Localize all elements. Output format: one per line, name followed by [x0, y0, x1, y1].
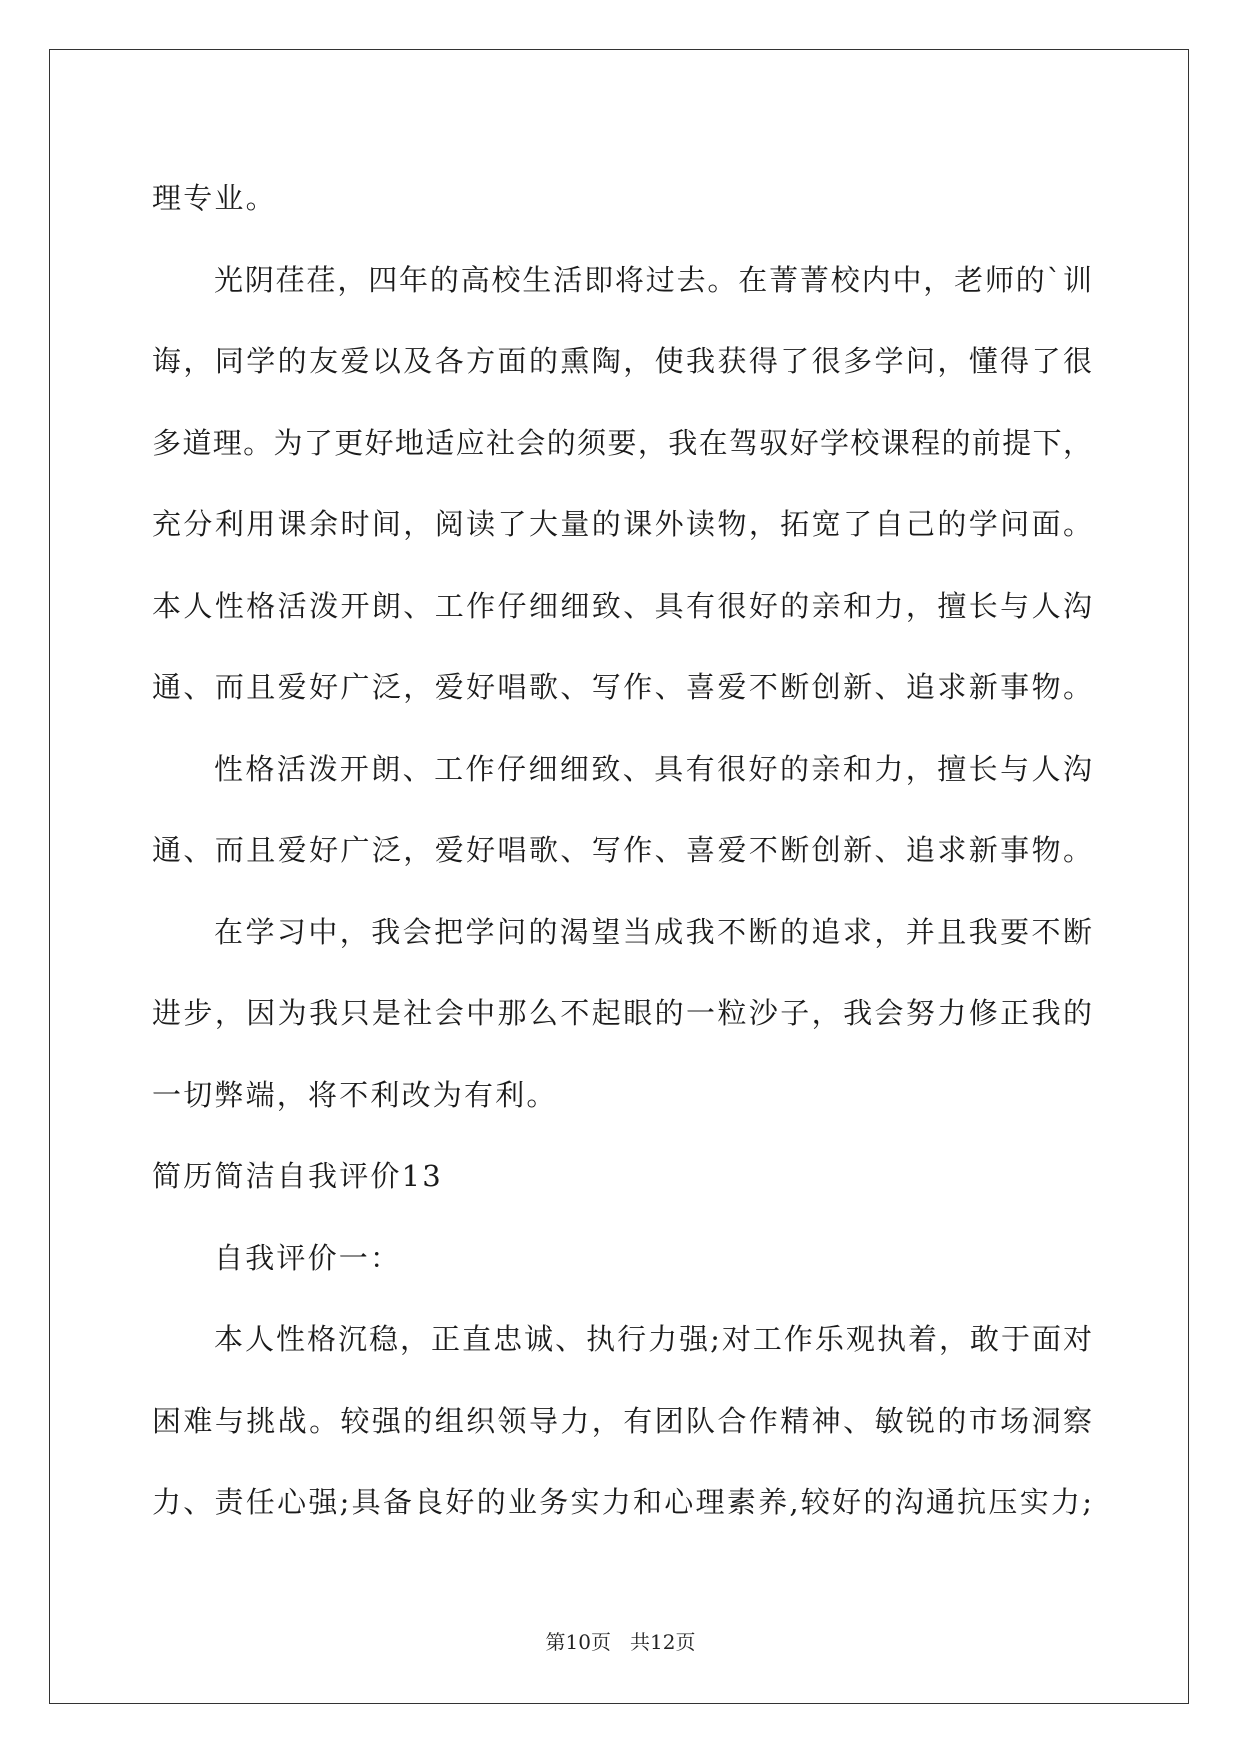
text-line: 多道理。为了更好地适应社会的须要，我在驾驭好学校课程的前提下， [152, 425, 1092, 460]
text-line: 通、而且爱好广泛，爱好唱歌、写作、喜爱不断创新、追求新事物。 [152, 670, 1092, 704]
text-line: 一切弊端，将不利改为有利。 [152, 1077, 558, 1112]
document-body [152, 158, 1092, 1544]
text-line: 力、责任心强;具备良好的业务实力和心理素养,较好的沟通抗压实力; [152, 1485, 1092, 1519]
text-line: 诲，同学的友爱以及各方面的熏陶，使我获得了很多学问，懂得了很 [152, 344, 1092, 378]
subsection-heading: 自我评价一： [214, 1240, 402, 1275]
text-line: 进步，因为我只是社会中那么不起眼的一粒沙子，我会努力修正我的 [152, 996, 1092, 1030]
text-line: 光阴荏荏，四年的高校生活即将过去。在菁菁校内中，老师的`训 [214, 262, 1092, 297]
text-line: 性格活泼开朗、工作仔细细致、具有很好的亲和力，擅长与人沟 [214, 751, 1092, 786]
section-heading: 简历简洁自我评价13 [152, 1159, 443, 1193]
text-line: 本人性格沉稳，正直忠诚、执行力强;对工作乐观执着，敢于面对 [214, 1322, 1092, 1356]
text-line: 本人性格活泼开朗、工作仔细细致、具有很好的亲和力，擅长与人沟 [152, 588, 1092, 623]
page-number-current: 第10页 [545, 1630, 611, 1654]
page-number-total: 共12页 [630, 1630, 696, 1654]
text-line: 困难与挑战。较强的组织领导力，有团队合作精神、敏锐的市场洞察 [152, 1403, 1092, 1438]
text-line: 理专业。 [152, 181, 277, 215]
text-line: 充分利用课余时间，阅读了大量的课外读物，拓宽了自己的学问面。 [152, 507, 1092, 541]
page-footer [0, 1626, 1241, 1655]
text-line: 在学习中，我会把学问的渴望当成我不断的追求，并且我要不断 [214, 914, 1092, 949]
text-line: 通、而且爱好广泛，爱好唱歌、写作、喜爱不断创新、追求新事物。 [152, 833, 1092, 867]
